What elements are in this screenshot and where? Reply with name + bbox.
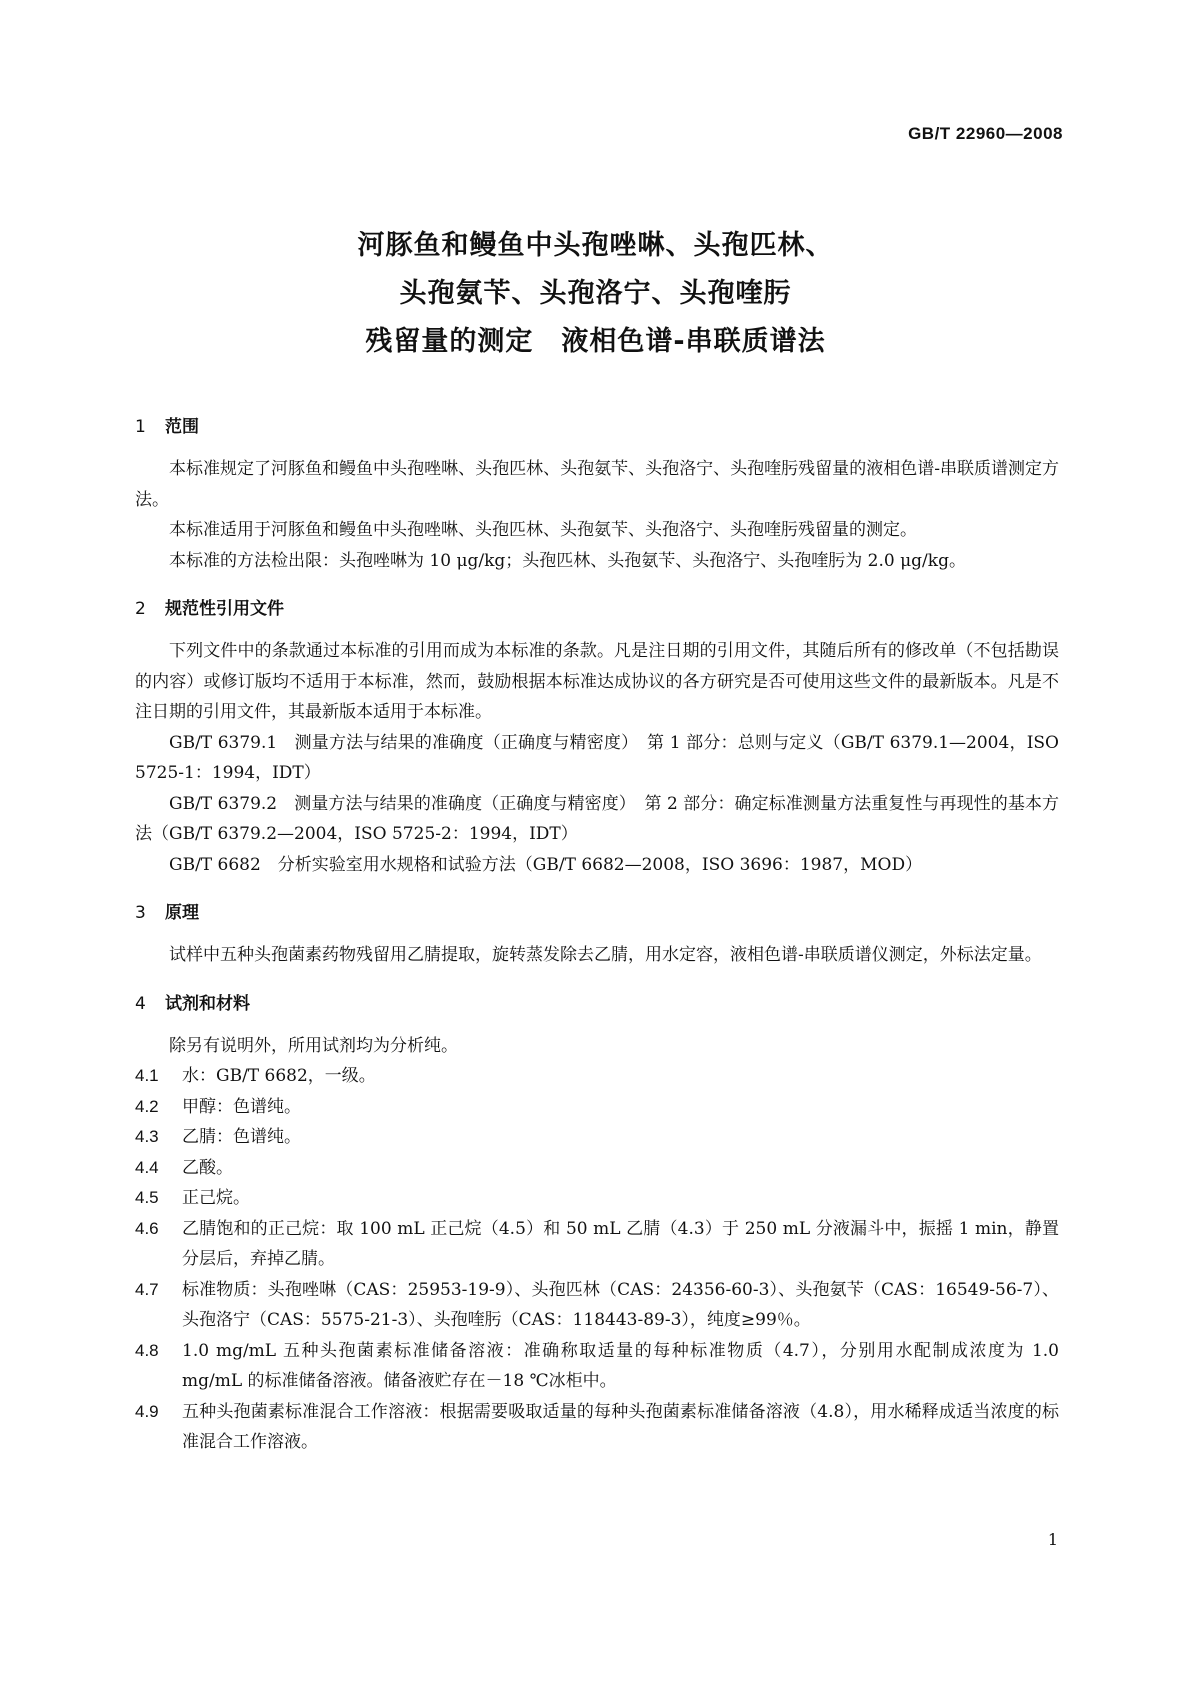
item-text: 五种头孢菌素标准混合工作溶液：根据需要吸取适量的每种头孢菌素标准储备溶液（4.8），用水稀释成适当浓度的标准混合工作溶液。 (182, 1401, 1059, 1452)
section-number: 3 (135, 903, 146, 923)
paragraph: 本标准的方法检出限：头孢唑啉为 10 μg/kg；头孢匹林、头孢氨苄、头孢洛宁、头孢喹肟为 2.0 μg/kg。 (169, 550, 966, 571)
item-number: 4.9 (135, 1401, 159, 1421)
document-body (135, 412, 1059, 1458)
list-item (135, 1153, 1059, 1184)
list-item (135, 1275, 1059, 1336)
list-item (135, 1061, 1059, 1092)
item-number: 4.7 (135, 1279, 159, 1299)
section-heading-normative-references (135, 594, 1059, 624)
section-title: 范围 (165, 417, 199, 437)
list-item (135, 1336, 1059, 1397)
list-item (135, 1092, 1059, 1123)
item-text: 乙腈饱和的正己烷：取 100 mL 正己烷（4.5）和 50 mL 乙腈（4.3）于 250 mL 分液漏斗中，振摇 1 min，静置分层后，弃掉乙腈。 (182, 1218, 1059, 1269)
paragraph: 本标准规定了河豚鱼和鳗鱼中头孢唑啉、头孢匹林、头孢氨苄、头孢洛宁、头孢喹肟残留量的液相色谱-串联质谱测定方法。 (135, 459, 1059, 510)
list-item (135, 1214, 1059, 1275)
paragraph: 本标准适用于河豚鱼和鳗鱼中头孢唑啉、头孢匹林、头孢氨苄、头孢洛宁、头孢喹肟残留量的测定。 (169, 520, 917, 540)
title-line-2: 头孢氨苄、头孢洛宁、头孢喹肟 (399, 278, 792, 309)
list-item (135, 1122, 1059, 1153)
item-text: 正己烷。 (182, 1188, 250, 1208)
section-heading-principle (135, 898, 1059, 928)
list-item (135, 1397, 1059, 1458)
page-number: 1 (1047, 1530, 1058, 1549)
paragraph: 除另有说明外，所用试剂均为分析纯。 (169, 1035, 458, 1056)
item-number: 4.4 (135, 1157, 159, 1177)
reference-entry: GB/T 6682 分析实验室用水规格和试验方法（GB/T 6682—2008，ISO 3696：1987，MOD） (169, 854, 923, 875)
section-title: 规范性引用文件 (165, 599, 284, 619)
title-line-3: 残留量的测定 液相色谱-串联质谱法 (365, 326, 826, 357)
standard-number: GB/T 22960—2008 (908, 124, 1063, 143)
list-item (135, 1183, 1059, 1214)
item-text: 1.0 mg/mL 五种头孢菌素标准储备溶液：准确称取适量的每种标准物质（4.7），分别用水配制成浓度为 1.0 mg/mL 的标准储备溶液。储备液贮存在－18 ℃冰柜中。 (182, 1340, 1059, 1391)
item-number: 4.5 (135, 1188, 159, 1207)
section-title: 原理 (165, 903, 199, 923)
reference-entry: GB/T 6379.2 测量方法与结果的准确度（正确度与精密度） 第 2 部分：确定标准测量方法重复性与再现性的基本方法（GB/T 6379.2—2004，ISO 5725-2：1994，IDT） (135, 793, 1059, 844)
paragraph: 试样中五种头孢菌素药物残留用乙腈提取，旋转蒸发除去乙腈，用水定容，液相色谱-串联质谱仪测定，外标法定量。 (169, 945, 1042, 965)
section-number: 1 (135, 417, 146, 437)
item-number: 4.2 (135, 1096, 159, 1116)
title-line-1: 河豚鱼和鳗鱼中头孢唑啉、头孢匹林、 (357, 230, 834, 261)
section-heading-scope (135, 412, 1059, 442)
item-number: 4.1 (135, 1066, 159, 1085)
section-heading-reagents (135, 989, 1059, 1019)
paragraph: 下列文件中的条款通过本标准的引用而成为本标准的条款。凡是注日期的引用文件，其随后所有的修改单（不包括勘误的内容）或修订版均不适用于本标准，然而，鼓励根据本标准达成协议的各方研究是否可使用这些文件的最新版本。凡是不注日期的引用文件，其最新版本适用于本标准。 (135, 641, 1059, 722)
item-number: 4.8 (135, 1340, 159, 1360)
section-number: 2 (135, 599, 146, 619)
item-number: 4.3 (135, 1127, 159, 1146)
item-text: 乙酸。 (182, 1157, 233, 1178)
item-text: 乙腈：色谱纯。 (182, 1127, 301, 1147)
item-number: 4.6 (135, 1218, 159, 1238)
reference-entry: GB/T 6379.1 测量方法与结果的准确度（正确度与精密度） 第 1 部分：总则与定义（GB/T 6379.1—2004，ISO 5725-1：1994，IDT） (135, 732, 1059, 783)
item-text: 甲醇：色谱纯。 (182, 1096, 301, 1117)
section-title: 试剂和材料 (165, 993, 250, 1014)
item-text: 水：GB/T 6682，一级。 (182, 1066, 376, 1086)
section-number: 4 (135, 993, 146, 1014)
item-text: 标准物质：头孢唑啉（CAS：25953-19-9）、头孢匹林（CAS：24356-60-3）、头孢氨苄（CAS：16549-56-7）、头孢洛宁（CAS：5575-21-3）、头孢喹肟（CAS：118443-89-3），纯度≥99％。 (182, 1279, 1059, 1330)
document-title (0, 222, 1191, 366)
